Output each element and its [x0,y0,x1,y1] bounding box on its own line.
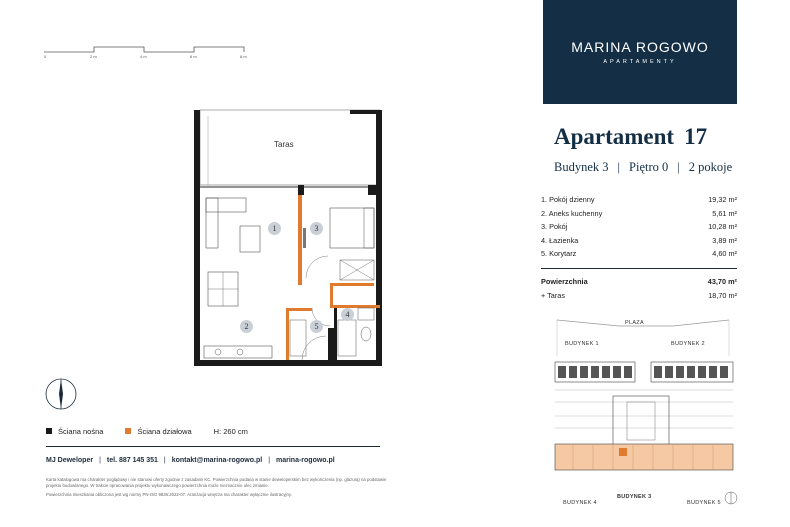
area-value: 19,32 m² [708,195,737,205]
site-label-b1: BUDYNEK 1 [565,341,599,347]
apartment-floor: Piętro 0 [629,160,669,174]
contact-separator: | [163,457,166,464]
subtitle-separator: | [677,160,680,174]
terrace-area-row [541,289,737,303]
scale-label-0: 0 [44,54,47,59]
area-value: 10,28 m² [708,222,737,232]
area-row [541,234,737,248]
footer-divider [46,446,380,447]
scale-bar-graphic [44,42,284,56]
floor-plan [190,108,390,370]
terrace-area-name: + Taras [541,290,565,300]
scale-label-2: 2 m [90,54,97,59]
legend-bearing-label: Ściana nośna [58,426,104,436]
site-label-b5: BUDYNEK 5 [687,500,721,506]
apartment-number: 17 [684,124,708,149]
contact-separator: | [99,457,101,464]
area-list [541,193,737,261]
apartment-rooms: 2 pokoje [688,160,733,174]
apartment-building: Budynek 3 [554,160,609,174]
fine-print-2: projektu budowlanego. W trakcie opracowania projektu wykonawczego powierzchnia może nieznacznie ulec zmianie. [46,483,269,488]
area-value: 5,61 m² [712,208,737,218]
phone-link[interactable]: tel. 887 145 351 [106,457,158,464]
brand-logo [543,0,737,104]
legend-partition [125,427,191,436]
legend-height-label: H: 260 cm [213,426,248,436]
apartment-subtitle [554,160,732,175]
scale-label-6: 6 m [190,54,197,59]
apartment-title-label: Apartament [554,124,675,149]
room-number-2: 2 [240,320,253,333]
terrace-area-value: 18,70 m² [708,290,737,300]
legend-height [214,427,248,436]
area-name: 2. Aneks kuchenny [541,208,603,218]
area-name: 3. Pokój [541,222,568,232]
compass-icon [44,377,78,411]
area-row [541,207,737,221]
fine-print-1: Karta katalogowa ma charakter poglądowy i nie stanowi oferty zgodnie z zasadami KC. Powierzchnia podana w stanie deweloperskim bez wykończenia (np. glazurą) na podstawie [46,477,387,482]
brand-name: MARINA ROGOWO [571,39,709,55]
email-link[interactable]: kontakt@marina-rogowo.pl [171,457,263,464]
total-area-name: Powierzchnia [541,277,588,287]
partition-wall-swatch [125,428,131,434]
area-value: 4,60 m² [712,249,737,259]
area-value: 3,89 m² [712,235,737,245]
area-name: 5. Korytarz [541,249,577,259]
site-label-plaza: PLAZA [625,320,644,326]
total-area-row [541,275,737,289]
area-divider [541,268,737,269]
brand-subtitle: APARTAMENTY [603,59,677,65]
area-totals [541,275,737,302]
apartment-title [554,124,707,150]
total-area-value: 43,70 m² [707,277,737,287]
contact-line [46,457,335,464]
area-row [541,247,737,261]
room-number-3: 3 [310,222,323,235]
legend-partition-label: Ściana działowa [137,426,192,436]
bearing-wall-swatch [46,428,52,434]
room-number-4: 4 [341,308,354,321]
area-row [541,220,737,234]
site-label-b4: BUDYNEK 4 [563,500,597,506]
area-name: 4. Łazienka [541,235,579,245]
site-map [543,316,743,512]
legend [46,426,270,436]
contact-separator: | [268,457,271,464]
room-number-1: 1 [268,222,281,235]
subtitle-separator: | [617,160,621,174]
scale-label-4: 4 m [140,54,147,59]
site-label-b3: BUDYNEK 3 [617,494,652,500]
scale-label-8: 8 m [240,54,247,59]
terrace-label: Taras [274,140,294,149]
area-row [541,193,737,207]
fine-print-3: Powierzchnia mieszkania obliczona jest wg normy PN-ISO 9836:2022-07. Aranżacja wnętrza ma charakter wyłącznie ilustracyjny. [46,492,292,497]
area-name: 1. Pokój dzienny [541,195,595,205]
scale-bar [44,42,284,62]
room-number-5: 5 [310,320,323,333]
legend-bearing [46,427,103,436]
site-label-b2: BUDYNEK 2 [671,341,705,347]
website-link[interactable]: marina-rogowo.pl [276,457,335,464]
company-name: MJ Deweloper [46,457,94,464]
